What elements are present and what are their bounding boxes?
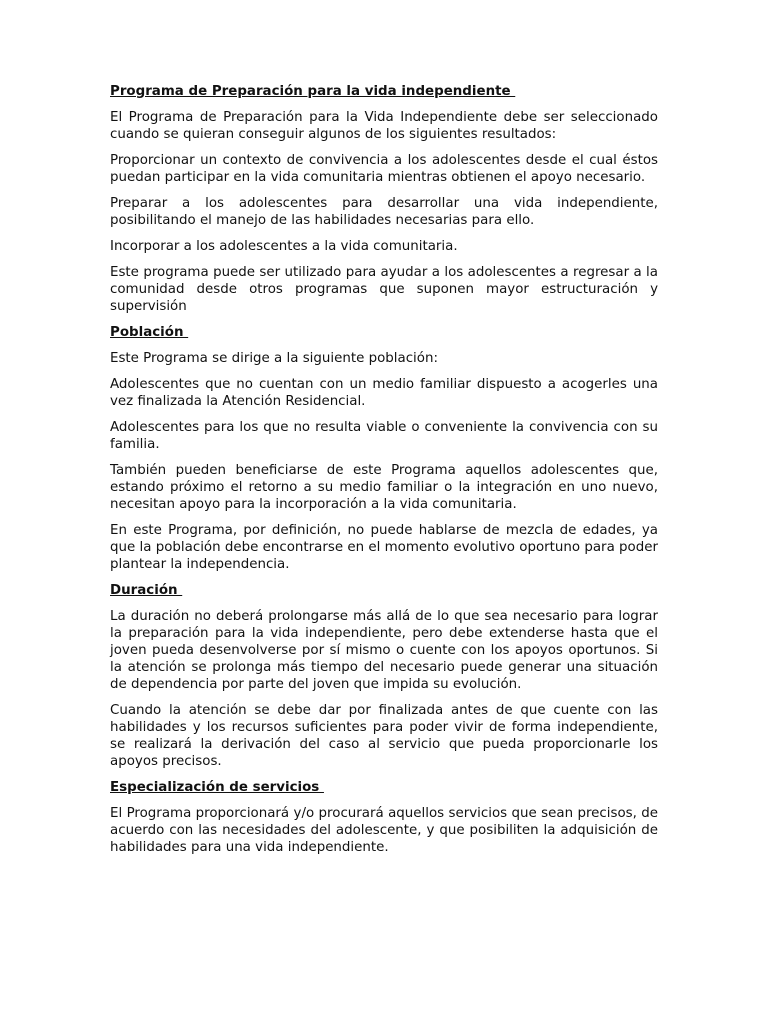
paragraph: También pueden beneficiarse de este Programa aquellos adolescentes que, estando próximo el retorno a su medio familiar o la integración en uno nuevo, necesitan apoyo para la incorporación a la vida comunitaria. — [110, 463, 658, 512]
paragraph: Preparar a los adolescentes para desarrollar una vida independiente, posibilitando el manejo de las habilidades necesarias para ello. — [110, 196, 658, 228]
section-heading-programa: Programa de Preparación para la vida independiente — [110, 84, 516, 99]
paragraph: Incorporar a los adolescentes a la vida comunitaria. — [110, 239, 458, 254]
paragraph: Proporcionar un contexto de convivencia a los adolescentes desde el cual éstos puedan participar en la vida comunitaria mientras obtienen el apoyo necesario. — [110, 153, 658, 185]
paragraph: El Programa proporcionará y/o procurará aquellos servicios que sean precisos, de acuerdo con las necesidades del adolescente, y que posibiliten la adquisición de habilidades para una vida independiente. — [110, 806, 658, 855]
section-heading-duracion: Duración — [110, 583, 183, 598]
section-heading-poblacion: Población — [110, 325, 189, 340]
paragraph: Este programa puede ser utilizado para ayudar a los adolescentes a regresar a la comunidad desde otros programas que suponen mayor estructuración y supervisión — [110, 265, 658, 314]
paragraph: La duración no deberá prolongarse más allá de lo que sea necesario para lograr la preparación para la vida independiente, pero debe extenderse hasta que el joven pueda desenvolverse por sí mismo o cuente con los apoyos oportunos. Si la atención se prolonga más tiempo del necesario puede generar una situación de dependencia por parte del joven que impida su evolución. — [110, 609, 658, 692]
paragraph: Cuando la atención se debe dar por finalizada antes de que cuente con las habilidades y los recursos suficientes para poder vivir de forma independiente, se realizará la derivación del caso al servicio que pueda proporcionarle los apoyos precisos. — [110, 703, 658, 769]
section-heading-especializacion: Especialización de servicios — [110, 780, 324, 795]
paragraph: Adolescentes para los que no resulta viable o conveniente la convivencia con su familia. — [110, 420, 658, 452]
paragraph: En este Programa, por definición, no puede hablarse de mezcla de edades, ya que la población debe encontrarse en el momento evolutivo oportuno para poder plantear la independencia. — [110, 523, 658, 572]
document-page — [110, 83, 658, 865]
paragraph: El Programa de Preparación para la Vida Independiente debe ser seleccionado cuando se quieran conseguir algunos de los siguientes resultados: — [110, 110, 658, 142]
paragraph: Adolescentes que no cuentan con un medio familiar dispuesto a acogerles una vez finalizada la Atención Residencial. — [110, 377, 658, 409]
paragraph: Este Programa se dirige a la siguiente población: — [110, 351, 438, 366]
